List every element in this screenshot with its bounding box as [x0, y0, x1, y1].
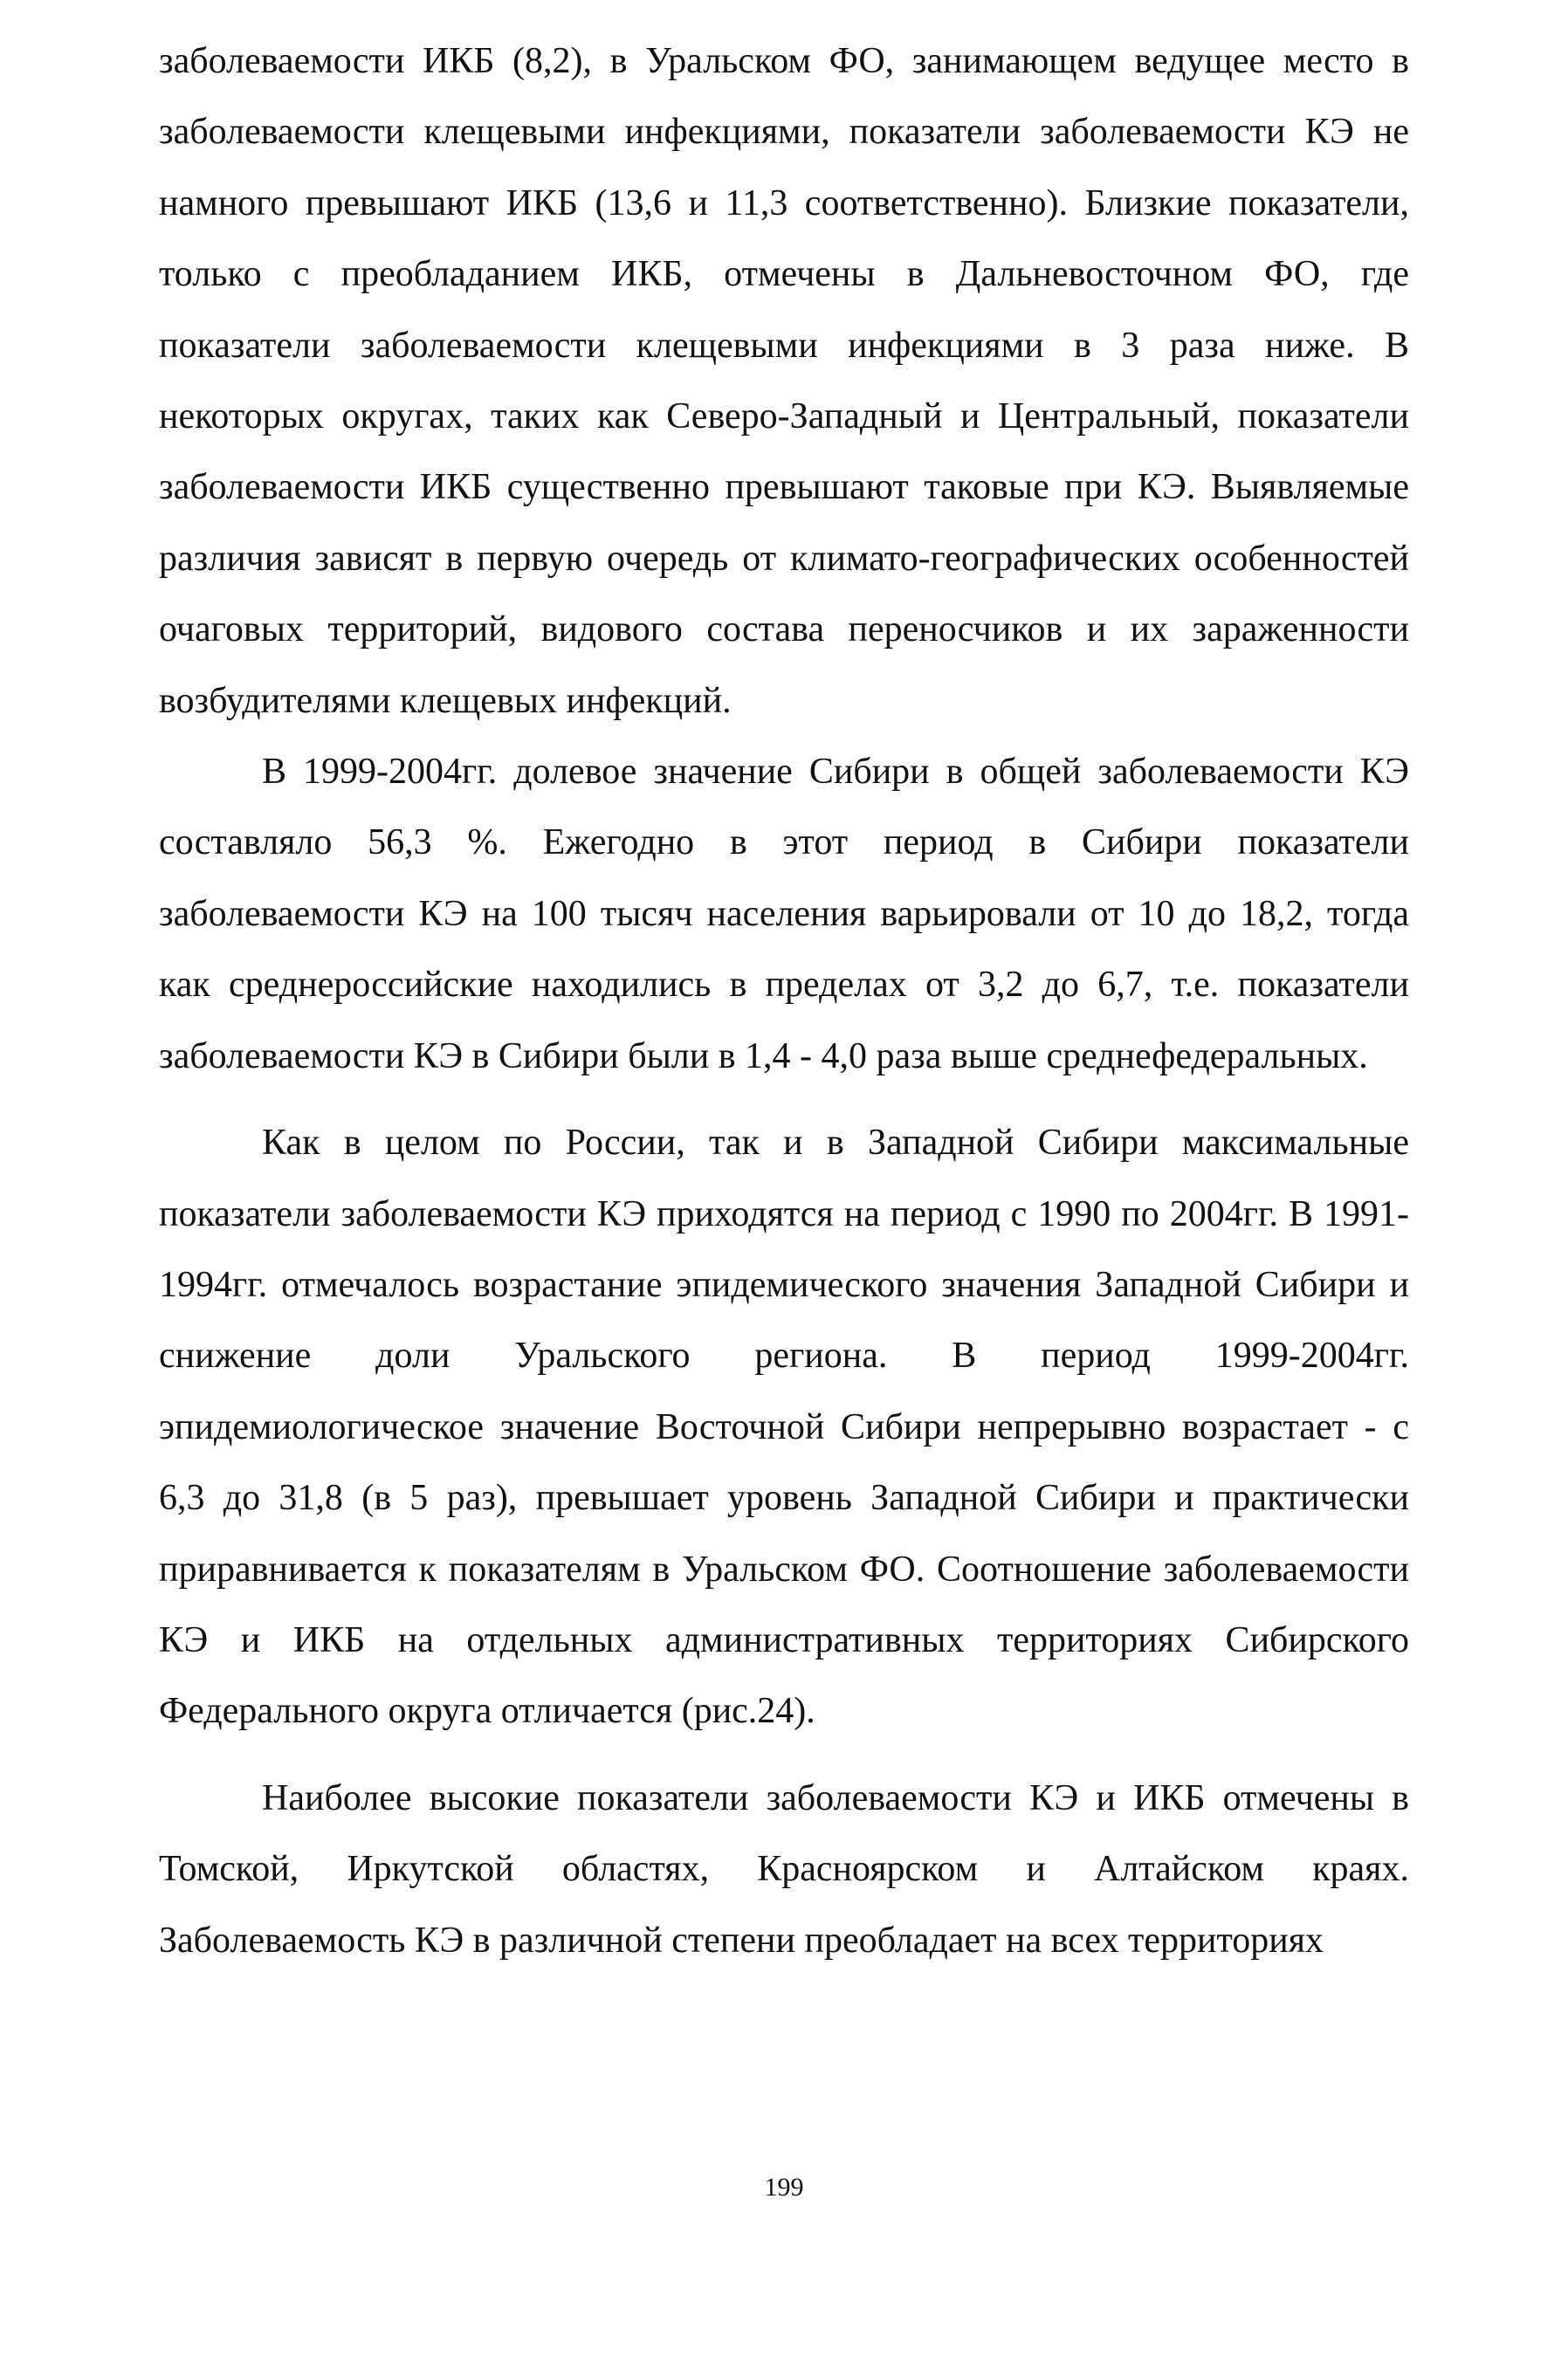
page-number: 199	[764, 2173, 804, 2202]
paragraph: Наиболее высокие показатели заболеваемости КЭ и ИКБ отмечены в Томской, Иркутской областях, Красноярском и Алтайском краях. Заболеваемость КЭ в различной степени преобладает на всех территориях	[159, 1777, 1409, 1961]
paragraph: В 1999-2004гг. долевое значение Сибири в общей заболеваемости КЭ составляло 56,3 %. Ежегодно в этот период в Сибири показатели заболеваемости КЭ на 100 тысяч населения варьировали от 10 до 18,2, тогда как среднероссийские находились в пределах от 3,2 до 6,7, т.е. показатели заболеваемости КЭ в Сибири были в 1,4 - 4,0 раза выше среднефедеральных.	[159, 752, 1409, 1076]
body-text	[159, 26, 1409, 1976]
paragraph-continued: заболеваемости ИКБ (8,2), в Уральском ФО, занимающем ведущее место в заболеваемости клещевыми инфекциями, показатели заболеваемости КЭ не намного превышают ИКБ (13,6 и 11,3 соответственно). Близкие показатели, только с преобладанием ИКБ, отмечены в Дальневосточном ФО, где показатели заболеваемости клещевыми инфекциями в 3 раза ниже. В некоторых округах, таких как Северо-Западный и Центральный, показатели заболеваемости ИКБ существенно превышают таковые при КЭ. Выявляемые различия зависят в первую очередь от климато-географических особенностей очаговых территорий, видового состава переносчиков и их зараженности возбудителями клещевых инфекций.	[159, 41, 1409, 721]
paragraph: Как в целом по России, так и в Западной Сибири максимальные показатели заболеваемости КЭ приходятся на период с 1990 по 2004гг. В 1991-1994гг. отмечалось возрастание эпидемического значения Западной Сибири и снижение доли Уральского региона. В период 1999-2004гг. эпидемиологическое значение Восточной Сибири непрерывно возрастает - с 6,3 до 31,8 (в 5 раз), превышает уровень Западной Сибири и практически приравнивается к показателям в Уральском ФО. Соотношение заболеваемости КЭ и ИКБ на отдельных административных территориях Сибирского Федерального округа отличается (рис.24).	[159, 1123, 1409, 1732]
